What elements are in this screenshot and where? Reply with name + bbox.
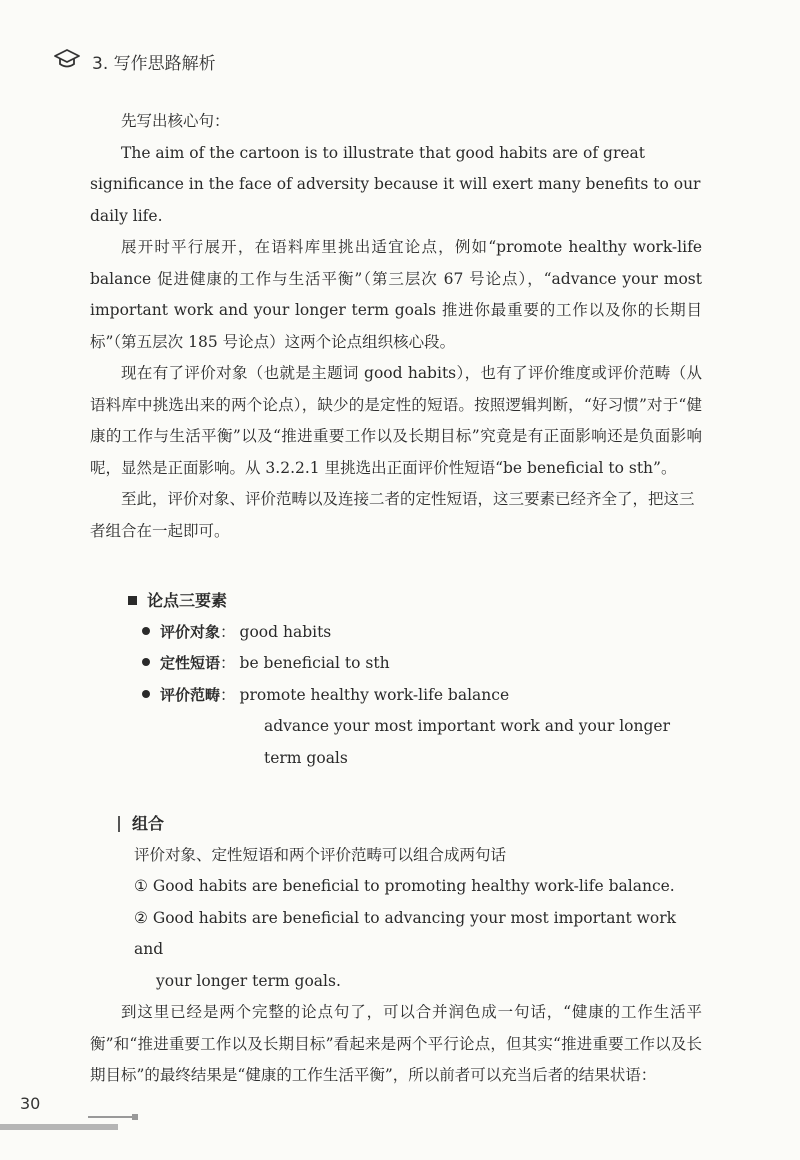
paragraph-evaluation: 现在有了评价对象（也就是主题词 good habits），也有了评价维度或评价范畴（从语料库中挑选出来的两个论点），缺少的是定性的短语。按照逻辑判断，“好习惯”对于“健康的工作与生活平衡”以及“推进重要工作以及长期目标”究竟是有正面影响还是负面影响呢，显然是正面影响。从 3.2.2.1 里挑选出正面评价性短语“be beneficial to sth”。 <box>90 364 702 477</box>
list-item: 评价对象 ： good habits <box>142 617 702 649</box>
paragraph-expansion: 展开时平行展开，在语料库里挑出适宜论点，例如“promote healthy work-life balance 促进健康的工作与生活平衡”（第三层次 67 号论点），“advance your most important work and your longer term goals 推进你最重要的工作以及你的长期目标”（第五层次 185 号论点）这两个论点组织核心段。 <box>90 238 702 351</box>
combination-sentence-2: ② Good habits are beneficial to advancing your most important work and your longer term goals. <box>134 908 677 990</box>
bullet-icon <box>142 658 150 666</box>
combination-subtitle: 评价对象、定性短语和两个评价范畴可以组合成两句话 <box>134 845 507 864</box>
combination-sentence-1: ① Good habits are beneficial to promoting healthy work-life balance. <box>134 877 675 895</box>
footer-rule-accent <box>88 1116 132 1118</box>
page-body <box>90 106 702 1092</box>
list-item-continuation: advance your most important work and your longer term goals <box>264 717 670 767</box>
graduation-cap-icon <box>54 48 80 75</box>
elements-heading: 论点三要素 <box>90 585 702 617</box>
paragraph-core-sentence: The aim of the cartoon is to illustrate that good habits are of great significance in the face of adversity because it will exert many benefits to our daily life. <box>90 143 701 225</box>
footer-rule <box>0 1124 118 1130</box>
square-bullet-icon <box>128 596 137 605</box>
combination-heading: 组合 <box>90 808 702 840</box>
section-title: 3. 写作思路解析 <box>92 54 216 74</box>
page-number: 30 <box>20 1094 41 1113</box>
paragraph-intro: 先写出核心句： <box>121 112 230 130</box>
list-item: 定性短语 ： be beneficial to sth <box>142 648 702 680</box>
bullet-icon <box>142 690 150 698</box>
paragraph-summary: 至此，评价对象、评价范畴以及连接二者的定性短语，这三要素已经齐全了，把这三者组合在一起即可。 <box>90 490 695 540</box>
elements-list <box>90 617 702 775</box>
page-header <box>54 48 216 75</box>
vertical-bar-icon <box>118 816 120 832</box>
bullet-icon <box>142 627 150 635</box>
list-item: 评价范畴 ： promote healthy work-life balance <box>142 680 702 712</box>
paragraph-closing: 到这里已经是两个完整的论点句了，可以合并润色成一句话，“健康的工作生活平衡”和“推进重要工作以及长期目标”看起来是两个平行论点，但其实“推进重要工作以及长期目标”的最终结果是“健康的工作生活平衡”，所以前者可以充当后者的结果状语： <box>90 1003 702 1084</box>
